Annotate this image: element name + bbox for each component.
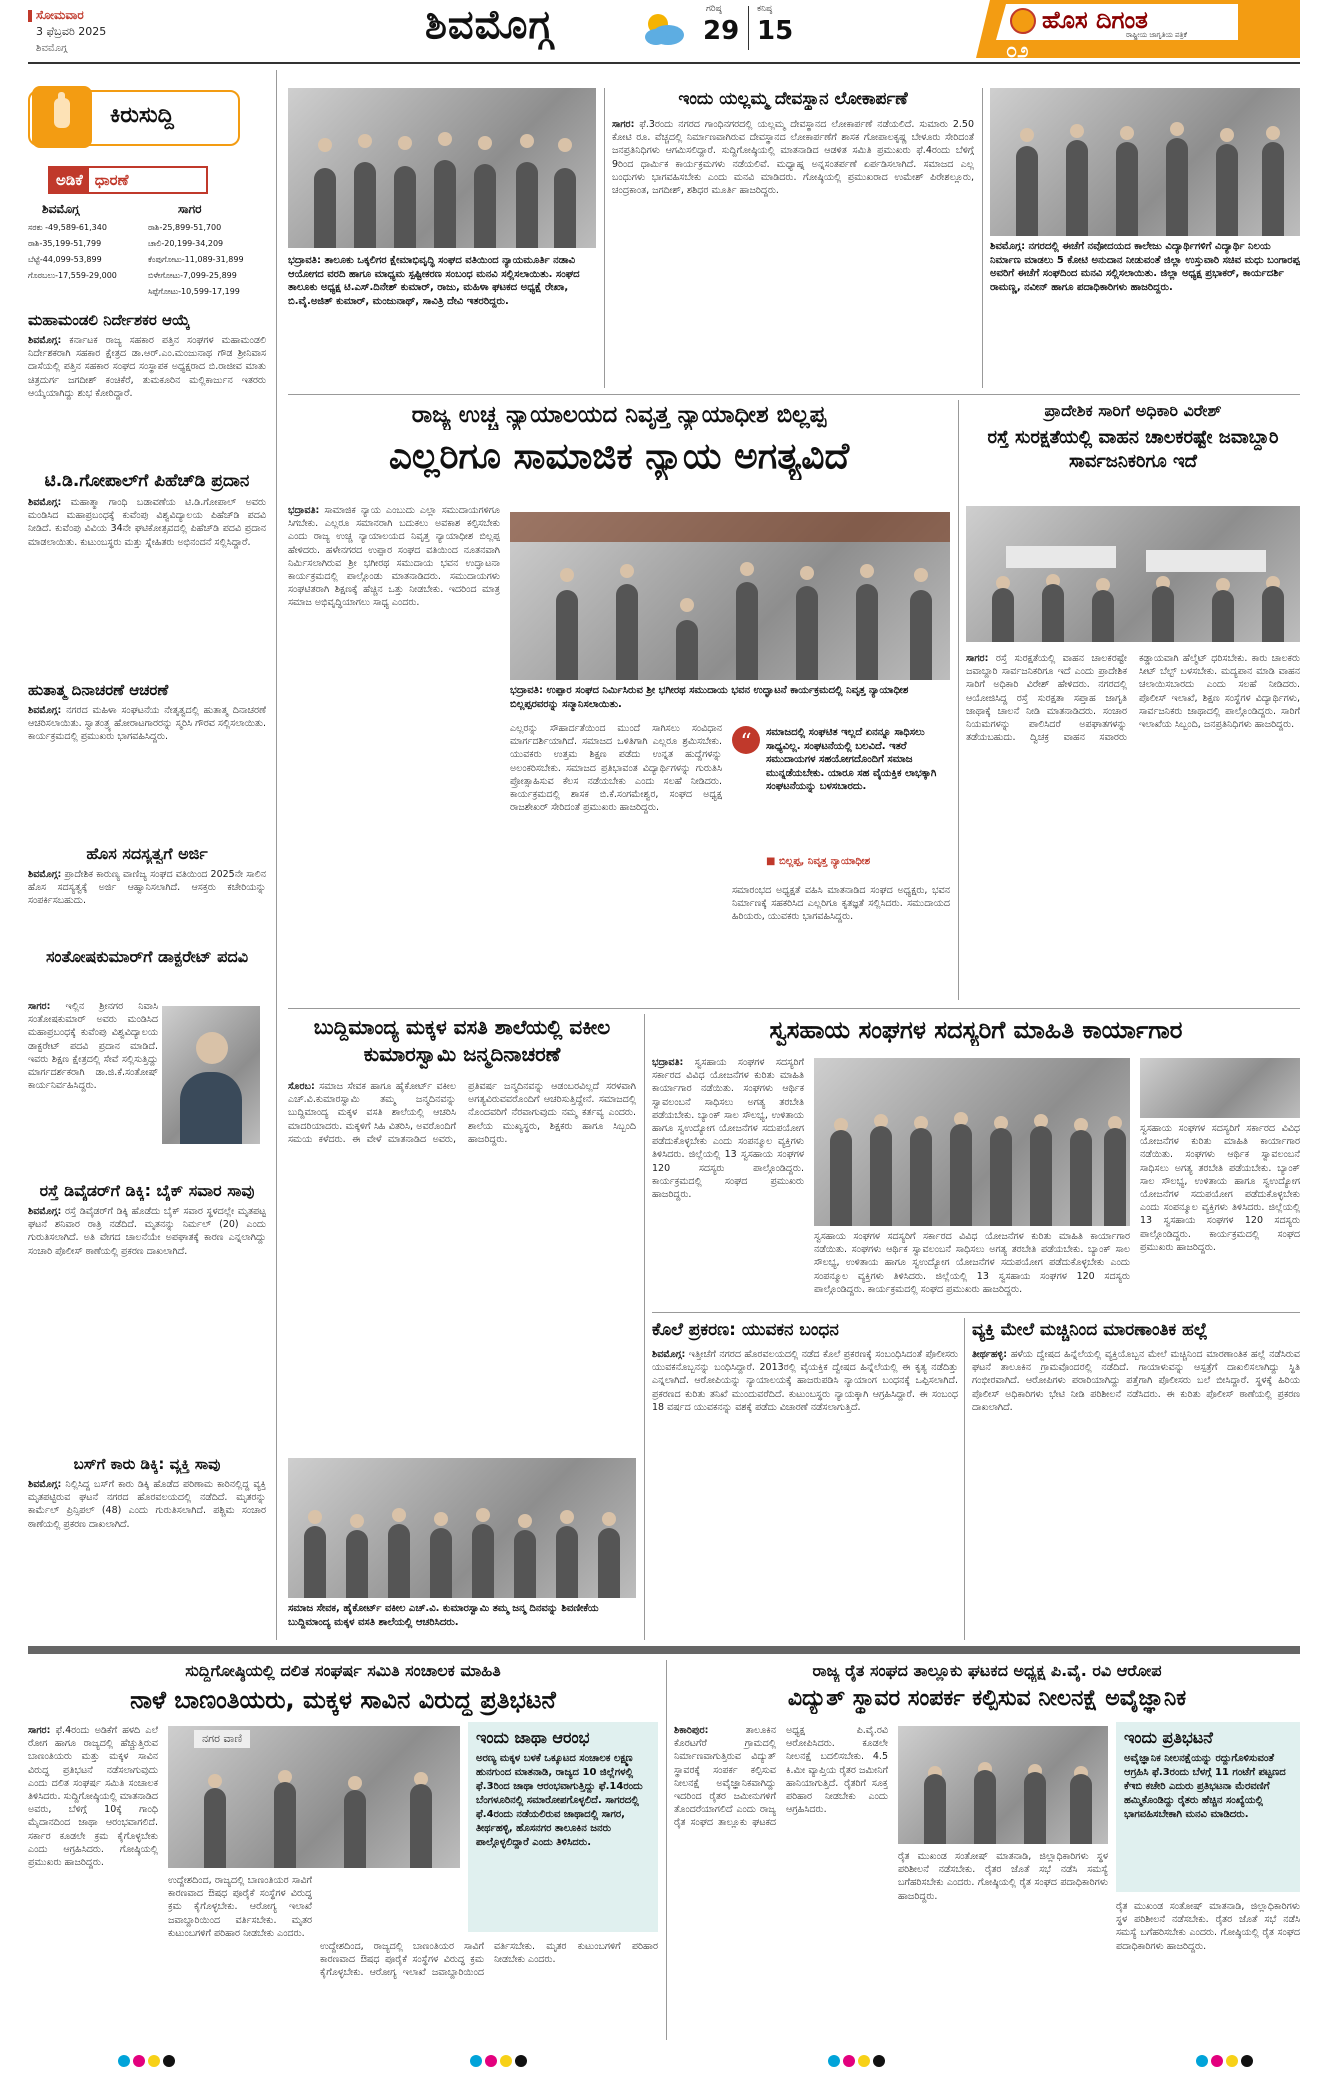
masthead-title: ಶಿವಮೊಗ್ಗ xyxy=(425,2,554,48)
brief-body: ಮಹಾತ್ಮಾ ಗಾಂಧಿ ಬಡಾವಣೆಯ ಟಿ.ಡಿ.ಗೋಪಾಲ್ ಅವರು ಮಂಡಿಸಿದ ಮಹಾಪ್ರಬಂಧಕ್ಕೆ ಕುವೆಂಪು ವಿಶ್ವವಿದ್ಯಾಲಯ ಪಿಹೆಚ್‌ಡಿ ಪದವಿ ನೀಡಿದೆ. ಕುವೆಂಪು ವಿವಿಯ 34ನೇ ಘಟಿಕೋತ್ಸವದಲ್ಲಿ ಪಿಹೆಚ್‌ಡಿ ಪದವಿ ಪ್ರದಾನ ಮಾಡಲಾಯಿತು. ಕುಟುಂಬಸ್ಥರು ಮತ್ತು ಸ್ನೇಹಿತರು ಅಭಿನಂದನೆ ಸಲ್ಲಿಸಿದ್ದಾರೆ. xyxy=(28,497,266,548)
assault-story xyxy=(972,1318,1300,1640)
lead-body-2: ಎಲ್ಲರನ್ನು ಸೌಹಾರ್ದತೆಯಿಂದ ಮುಂದೆ ಸಾಗಿಸಲು ಸಂವಿಧಾನ ಮಾರ್ಗದರ್ಶಿಯಾಗಿದೆ. ಸಮಾಜದ ಒಳಿತಿಗಾಗಿ ಎಲ್ಲರೂ ಶ್ರಮಿಸಬೇಕು. ಯುವಕರು ಉತ್ತಮ ಶಿಕ್ಷಣ ಪಡೆದು ಉನ್ನತ ಹುದ್ದೆಗಳನ್ನು ಅಲಂಕರಿಸಬೇಕು. ಸಮಾಜದ ಪ್ರತಿಭಾವಂತ ವಿದ್ಯಾರ್ಥಿಗಳನ್ನು ಗುರುತಿಸಿ ಪ್ರೋತ್ಸಾಹಿಸುವ ಕೆಲಸ ನಡೆಯಬೇಕು ಎಂದು ಸಲಹೆ ನೀಡಿದರು. ಕಾರ್ಯಕ್ರಮದಲ್ಲಿ ಶಾಸಕ ಬಿ.ಕೆ.ಸಂಗಮೇಶ್ವರ, ಸಂಘದ ಅಧ್ಯಕ್ಷ ರಾಜಶೇಖರ್ ಸೇರಿದಂತೆ ಪ್ರಮುಖರು ಹಾಜರಿದ್ದರು. xyxy=(510,723,722,814)
temp-min-label: ಕನಿಷ್ಠ xyxy=(757,4,773,14)
brief-byline: ಸಾಗರ: xyxy=(28,1001,51,1012)
murder-byline: ಶಿವಮೊಗ್ಗ: xyxy=(652,1349,686,1360)
rate-right-1: ರಾಶಿ-25,899-51,700 xyxy=(148,223,222,232)
brief-body: ಇಲ್ಲಿನ ಶ್ರೀನಗರ ನಿವಾಸಿ ಸಂತೋಷಕುಮಾರ್ ಅವರು ಮಂಡಿಸಿದ ಮಹಾಪ್ರಬಂಧಕ್ಕೆ ಕುವೆಂಪು ವಿಶ್ವವಿದ್ಯಾಲಯ ಡಾಕ್ಟರೇಟ್ ಪದವಿ ಪ್ರದಾನ ಮಾಡಿದೆ. ಇವರು ಶಿಕ್ಷಣ ಕ್ಷೇತ್ರದಲ್ಲಿ ಸೇವೆ ಸಲ್ಲಿಸುತ್ತಿದ್ದು ಮಾರ್ಗದರ್ಶಕರಾಗಿ ಡಾ.ಜಿ.ಕೆ.ಸಂತೋಷ್ ಕಾರ್ಯನಿರ್ವಹಿಸಿದ್ದರು. xyxy=(28,1001,158,1092)
children-photo xyxy=(288,1458,636,1598)
jatha-box xyxy=(468,1722,658,1932)
bl-body-2: ಉದ್ದೇಶದಿಂದ, ರಾಜ್ಯದಲ್ಲಿ ಬಾಣಂತಿಯರ ಸಾವಿಗೆ ಕಾರಣವಾದ ಔಷಧ ಪೂರೈಕೆ ಸಂಸ್ಥೆಗಳ ವಿರುದ್ಧ ಕ್ರಮ ಕೈಗೊಳ್ಳಬೇಕು. ಆರೋಗ್ಯ ಇಲಾಖೆ ಜವಾಬ್ದಾರಿಯಿಂದ ವರ್ತಿಸಬೇಕು. ಮೃತರ ಕುಟುಂಬಗಳಿಗೆ ಪರಿಹಾರ ನೀಡಬೇಕು ಎಂದರು. xyxy=(168,1875,312,1939)
br-body: ತಾಲೂಕಿನ ಕೊರಟಗೆರೆ ಗ್ರಾಮದಲ್ಲಿ ನಿರ್ಮಾಣವಾಗುತ್ತಿರುವ ವಿದ್ಯುತ್ ಸ್ಥಾವರಕ್ಕೆ ಸಂಪರ್ಕ ಕಲ್ಪಿಸುವ ನೀಲನಕ್ಷೆ ಅವೈಜ್ಞಾನಿಕವಾಗಿದ್ದು ಇದರಿಂದ ರೈತರ ಜಮೀನುಗಳಿಗೆ ತೊಂದರೆಯಾಗಲಿದೆ ಎಂದು ರಾಜ್ಯ ರೈತ ಸಂಘದ ತಾಲ್ಲೂಕು ಘಟಕದ ಅಧ್ಯಕ್ಷ ಪಿ.ವೈ.ರವಿ ಆರೋಪಿಸಿದರು. ಕೂಡಲೇ ನೀಲನಕ್ಷೆ ಬದಲಿಸಬೇಕು. 4.5 ಕಿ.ಮೀ ವ್ಯಾಪ್ತಿಯ ರೈತರ ಜಮೀನಿಗೆ ಹಾನಿಯಾಗುತ್ತಿದೆ. ರೈತರಿಗೆ ಸೂಕ್ತ ಪರಿಹಾರ ನೀಡಬೇಕು ಎಂದು ಆಗ್ರಹಿಸಿದರು. xyxy=(674,1725,888,1829)
protest-box xyxy=(1116,1722,1300,1892)
road-safety-story xyxy=(966,400,1300,1000)
school-story xyxy=(288,1014,636,1640)
bottom-right-story xyxy=(674,1660,1300,2040)
school-photo-caption: ಸಮಾಜ ಸೇವಕ, ಹೈಕೋರ್ಟ್ ವಕೀಲ ಎಚ್.ವಿ. ಕುಮಾರಸ್ವಾಮಿ ತಮ್ಮ ಜನ್ಮ ದಿನವನ್ನು ಶಿವಣೀಕೆಯ ಬುದ್ದಿಮಾಂದ್ಯ ಮಕ್ಕಳ ವಸತಿ ಶಾಲೆಯಲ್ಲಿ ಆಚರಿಸಿದರು. xyxy=(288,1603,599,1628)
br-byline: ಶಿಕಾರಿಪುರ: xyxy=(674,1725,709,1736)
temp-min: 15 xyxy=(757,16,794,46)
shg-body-cont: ಸ್ವಸಹಾಯ ಸಂಘಗಳ ಸದಸ್ಯರಿಗೆ ಸರ್ಕಾರದ ವಿವಿಧ ಯೋಜನೆಗಳ ಕುರಿತು ಮಾಹಿತಿ ಕಾರ್ಯಾಗಾರ ನಡೆಯಿತು. ಸಂಘಗಳು ಆರ್ಥಿಕ ಸ್ವಾವಲಂಬನೆ ಸಾಧಿಸಲು ಅಗತ್ಯ ತರಬೇತಿ ಪಡೆಯಬೇಕು. ಬ್ಯಾಂಕ್ ಸಾಲ ಸೌಲಭ್ಯ, ಉಳಿತಾಯ ಹಾಗೂ ಸ್ವಉದ್ಯೋಗ ಯೋಜನೆಗಳ ಸದುಪಯೋಗ ಪಡೆದುಕೊಳ್ಳಬೇಕು ಎಂದು ಸಂಪನ್ಮೂಲ ವ್ಯಕ್ತಿಗಳು ತಿಳಿಸಿದರು. ಜಿಲ್ಲೆಯಲ್ಲಿ 13 ಸ್ವಸಹಾಯ ಸಂಘಗಳ 120 ಸದಸ್ಯರು ಪಾಲ್ಗೊಂಡಿದ್ದರು. ಕಾರ್ಯಕ್ರಮದಲ್ಲಿ ಸಂಘದ ಪ್ರಮುಖರು ಹಾಜರಿದ್ದರು. xyxy=(814,1231,1130,1295)
rally-photo xyxy=(966,506,1300,642)
bl-body: ಫೆ.4ರಂದು ಅಡಿಕೆಗೆ ಹಳದಿ ಎಲೆ ರೋಗ ಹಾಗೂ ರಾಜ್ಯದಲ್ಲಿ ಹೆಚ್ಚುತ್ತಿರುವ ಬಾಣಂತಿಯರು ಮತ್ತು ಮಕ್ಕಳ ಸಾವಿನ ವಿರುದ್ಧ ಪ್ರತಿಭಟನೆ ನಡೆಸಲಾಗುವುದು ಎಂದು ದಲಿತ ಸಂಘರ್ಷ ಸಮಿತಿ ಸಂಚಾಲಕ ತಿಳಿಸಿದರು. ಸುದ್ದಿಗೋಷ್ಠಿಯಲ್ಲಿ ಮಾತನಾಡಿದ ಅವರು, ಬೆಳಿಗ್ಗೆ 10ಕ್ಕೆ ಗಾಂಧಿ ಮೈದಾನದಿಂದ ಜಾಥಾ ಆರಂಭವಾಗಲಿದೆ. ಸರ್ಕಾರ ಕೂಡಲೇ ಕ್ರಮ ಕೈಗೊಳ್ಳಬೇಕು ಎಂದು ಆಗ್ರಹಿಸಿದರು. ಗೋಷ್ಠಿಯಲ್ಲಿ ಪ್ರಮುಖರು ಹಾಜರಿದ್ದರು. xyxy=(28,1725,158,1869)
lead-body-3: ಸಮಾರಂಭದ ಅಧ್ಯಕ್ಷತೆ ವಹಿಸಿ ಮಾತನಾಡಿದ ಸಂಘದ ಅಧ್ಯಕ್ಷರು, ಭವನ ನಿರ್ಮಾಣಕ್ಕೆ ಸಹಕರಿಸಿದ ಎಲ್ಲರಿಗೂ ಕೃತಜ್ಞತೆ ಸಲ್ಲಿಸಿದರು. ಸಮುದಾಯದ ಹಿರಿಯರು, ಯುವಕರು ಭಾಗವಹಿಸಿದ್ದರು. xyxy=(732,885,950,923)
adike-title-b: ಧಾರಣೆ xyxy=(94,171,129,189)
brief-3 xyxy=(28,680,266,844)
registration-mark xyxy=(470,2055,530,2069)
jatha-box-title: ಇಂದು ಜಾಥಾ ಆರಂಭ xyxy=(476,1728,590,1747)
adike-title-a: ಅಡಿಕೆ xyxy=(50,168,89,192)
rate-right-2: ಚಾಲಿ-20,199-34,209 xyxy=(148,239,224,248)
market-left: ಶಿವಮೊಗ್ಗ xyxy=(42,202,80,216)
registration-mark xyxy=(118,2055,178,2069)
shg-story xyxy=(652,1014,1300,1308)
weather-icon xyxy=(640,8,686,48)
road-headline: ರಸ್ತೆ ಸುರಕ್ಷತೆಯಲ್ಲಿ ವಾಹನ ಚಾಲಕರಷ್ಟೇ ಜವಾಬ್ದಾರಿ ಸಾರ್ವಜನಿಕರಿಗೂ ಇದೆ xyxy=(987,427,1279,472)
story-headline: ಇಂದು ಯಲ್ಲಮ್ಮ ದೇವಸ್ಥಾನ ಲೋಕಾರ್ಪಣೆ xyxy=(678,89,908,109)
brief-byline: ಶಿವಮೊಗ್ಗ: xyxy=(28,1479,62,1490)
top-photo-right xyxy=(990,88,1300,388)
brief-body: ನಗರದ ಮಹಿಳಾ ಸಂಘಟನೆಯ ನೇತೃತ್ವದಲ್ಲಿ ಹುತಾತ್ಮ ದಿನಾಚರಣೆ ಆಚರಿಸಲಾಯಿತು. ಸ್ವಾತಂತ್ರ್ಯ ಹೋರಾಟಗಾರರನ್ನು ಸ್ಮರಿಸಿ ಗೌರವ ಸಲ್ಲಿಸಲಾಯಿತು. ಕಾರ್ಯಕ್ರಮದಲ್ಲಿ ಪ್ರಮುಖರು ಭಾಗವಹಿಸಿದ್ದರು. xyxy=(28,705,266,743)
group-photo xyxy=(990,88,1300,236)
left-column xyxy=(28,70,266,1640)
quote-author: ಬಿಲ್ಲಪ್ಪ, ನಿವೃತ್ತ ನ್ಯಾಯಾಧೀಶ xyxy=(778,856,871,867)
bottom-left-story xyxy=(28,1660,658,2040)
brief-1 xyxy=(28,310,266,464)
shg-photo xyxy=(814,1058,1130,1226)
lead-photo xyxy=(510,512,950,680)
brief-byline: ಶಿವಮೊಗ್ಗ: xyxy=(28,497,62,508)
market-right: ಸಾಗರ xyxy=(178,202,202,216)
temp-max: 29 xyxy=(703,16,740,46)
assault-body: ಹಳೆಯ ದ್ವೇಷದ ಹಿನ್ನೆಲೆಯಲ್ಲಿ ವ್ಯಕ್ತಿಯೊಬ್ಬನ ಮೇಲೆ ಮಚ್ಚಿನಿಂದ ಮಾರಣಾಂತಿಕ ಹಲ್ಲೆ ನಡೆಸಿರುವ ಘಟನೆ ತಾಲೂಕಿನ ಗ್ರಾಮವೊಂದರಲ್ಲಿ ನಡೆದಿದೆ. ಗಾಯಾಳುವನ್ನು ಆಸ್ಪತ್ರೆಗೆ ದಾಖಲಿಸಲಾಗಿದ್ದು ಸ್ಥಿತಿ ಗಂಭೀರವಾಗಿದೆ. ಆರೋಪಿಗಳು ಪರಾರಿಯಾಗಿದ್ದು ಪತ್ತೆಗಾಗಿ ಪೊಲೀಸರು ಬಲೆ ಬೀಸಿದ್ದಾರೆ. ಸ್ಥಳಕ್ಕೆ ಹಿರಿಯ ಪೊಲೀಸ್ ಅಧಿಕಾರಿಗಳು ಭೇಟಿ ನೀಡಿ ಪರಿಶೀಲನೆ ನಡೆಸಿದರು. ಈ ಕುರಿತು ಪೊಲೀಸ್ ಠಾಣೆಯಲ್ಲಿ ಪ್ರಕರಣ ದಾಖಲಾಗಿದೆ. xyxy=(972,1349,1300,1413)
brief-headline: ರಸ್ತೆ ಡಿವೈಡರ್‌ಗೆ ಡಿಕ್ಕಿ: ಬೈಕ್ ಸವಾರ ಸಾವು xyxy=(39,1181,255,1200)
rate-left-3: ಬೆಟ್ಟೆ-44,099-53,899 xyxy=(28,255,102,264)
hand-icon xyxy=(32,86,92,148)
road-byline: ಸಾಗರ: xyxy=(966,653,989,664)
group-photo xyxy=(288,88,596,248)
lead-byline: ಭದ್ರಾವತಿ: xyxy=(288,505,320,516)
registration-mark xyxy=(828,2055,888,2069)
shg-body: ಸ್ವಸಹಾಯ ಸಂಘಗಳ ಸದಸ್ಯರಿಗೆ ಸರ್ಕಾರದ ವಿವಿಧ ಯೋಜನೆಗಳ ಕುರಿತು ಮಾಹಿತಿ ಕಾರ್ಯಾಗಾರ ನಡೆಯಿತು. ಸಂಘಗಳು ಆರ್ಥಿಕ ಸ್ವಾವಲಂಬನೆ ಸಾಧಿಸಲು ಅಗತ್ಯ ತರಬೇತಿ ಪಡೆಯಬೇಕು. ಬ್ಯಾಂಕ್ ಸಾಲ ಸೌಲಭ್ಯ, ಉಳಿತಾಯ ಹಾಗೂ ಸ್ವಉದ್ಯೋಗ ಯೋಜನೆಗಳ ಸದುಪಯೋಗ ಪಡೆದುಕೊಳ್ಳಬೇಕು ಎಂದು ಸಂಪನ್ಮೂಲ ವ್ಯಕ್ತಿಗಳು ತಿಳಿಸಿದರು. ಜಿಲ್ಲೆಯಲ್ಲಿ 13 ಸ್ವಸಹಾಯ ಸಂಘಗಳ 120 ಸದಸ್ಯರು ಪಾಲ್ಗೊಂಡಿದ್ದರು. ಕಾರ್ಯಕ್ರಮದಲ್ಲಿ ಸಂಘದ ಪ್ರಮುಖರು ಹಾಜರಿದ್ದರು. xyxy=(652,1057,804,1201)
brief-body: ಪ್ರಾದೇಶಿಕ ಕಾರುಣ್ಯ ವಾಣಿಜ್ಯ ಸಂಘದ ವತಿಯಿಂದ 2025ನೇ ಸಾಲಿನ ಹೊಸ ಸದಸ್ಯತ್ವಕ್ಕೆ ಅರ್ಜಿ ಆಹ್ವಾನಿಸಲಾಗಿದೆ. ಆಸಕ್ತರು ಕಚೇರಿಯನ್ನು ಸಂಪರ್ಕಿಸಬಹುದು. xyxy=(28,869,266,907)
lead-body-1: ಸಾಮಾಜಿಕ ನ್ಯಾಯ ಎಂಬುದು ಎಲ್ಲಾ ಸಮುದಾಯಗಳಿಗೂ ಸಿಗಬೇಕು. ಎಲ್ಲರೂ ಸಮಾನರಾಗಿ ಬದುಕಲು ಅವಕಾಶ ಕಲ್ಪಿಸಬೇಕು ಎಂದು ರಾಜ್ಯ ಉಚ್ಚ ನ್ಯಾಯಾಲಯದ ನಿವೃತ್ತ ನ್ಯಾಯಾಧೀಶ ಬಿಲ್ಲಪ್ಪ ಹೇಳಿದರು. ಹಳೇನಗರದ ಉಪ್ಪಾರ ಸಂಘದ ವತಿಯಿಂದ ನೂತನವಾಗಿ ನಿರ್ಮಿಸಲಾಗಿರುವ ಶ್ರೀ ಭಗೀರಥ ಸಮುದಾಯ ಭವನ ಉದ್ಘಾಟನಾ ಕಾರ್ಯಕ್ರಮದಲ್ಲಿ ಪಾಲ್ಗೊಂಡು ಮಾತನಾಡಿದರು. ಸಮುದಾಯಗಳು ಸಂಘಟಿತರಾಗಿ ಶಿಕ್ಷಣಕ್ಕೆ ಹೆಚ್ಚಿನ ಒತ್ತು ನೀಡಬೇಕು. ಇದರಿಂದ ಮಾತ್ರ ಸಮಾಜ ಅಭಿವೃದ್ಧಿಯಾಗಲು ಸಾಧ್ಯ ಎಂದರು. xyxy=(288,505,500,609)
brief-5 xyxy=(28,946,266,1092)
paper-logo-icon xyxy=(1010,8,1036,34)
masthead-date: 3 ಫೆಬ್ರವರಿ 2025 xyxy=(36,25,107,38)
br-headline: ವಿದ್ಯುತ್ ಸ್ಥಾವರ ಸಂಪರ್ಕ ಕಲ್ಪಿಸುವ ನೀಲನಕ್ಷೆ ಅವೈಜ್ಞಾನಿಕ xyxy=(787,1686,1187,1711)
bl-byline: ಸಾಗರ: xyxy=(28,1725,51,1736)
jatha-box-body: ಅರಣ್ಯ ಮಕ್ಕಳ ಬಳಕೆ ಒಕ್ಕೂಟದ ಸಂಚಾಲಕ ಲಕ್ಷ್ಮಣ ಹುನಗುಂದ ಮಾತನಾಡಿ, ರಾಜ್ಯದ 10 ಜಿಲ್ಲೆಗಳಲ್ಲಿ ಫೆ.3ರಿಂದ ಜಾಥಾ ಆರಂಭವಾಗುತ್ತಿದ್ದು ಫೆ.14ರಂದು ಬೆಂಗಳೂರಿನಲ್ಲಿ ಸಮಾರೋಪಗೊಳ್ಳಲಿದೆ. ಸಾಗರದಲ್ಲಿ ಫೆ.4ರಂದು ನಡೆಯಲಿರುವ ಜಾಥಾದಲ್ಲಿ ಸಾಗರ, ತೀರ್ಥಹಳ್ಳಿ, ಹೊಸನಗರ ತಾಲೂಕಿನ ಜನರು ಪಾಲ್ಗೊಳ್ಳಲಿದ್ದಾರೆ ಎಂದು ತಿಳಿಸಿದರು. xyxy=(476,1753,643,1848)
murder-headline: ಕೊಲೆ ಪ್ರಕರಣ: ಯುವಕನ ಬಂಧನ xyxy=(652,1320,839,1340)
br-kicker: ರಾಜ್ಯ ರೈತ ಸಂಘದ ತಾಲ್ಲೂಕು ಘಟಕದ ಅಧ್ಯಕ್ಷ ಪಿ.ವೈ. ರವಿ ಆರೋಪ xyxy=(812,1661,1162,1680)
shg-byline: ಭದ್ರಾವತಿ: xyxy=(652,1057,684,1068)
brief-headline: ಟಿ.ಡಿ.ಗೋಪಾಲ್‌ಗೆ ಪಿಹೆಚ್‌ಡಿ ಪ್ರದಾನ xyxy=(44,471,250,491)
quote-icon: “ xyxy=(732,726,760,754)
top-photo-left xyxy=(288,88,596,388)
brief-4 xyxy=(28,844,266,938)
shg-photo-side xyxy=(1140,1058,1300,1118)
br-body-2: ರೈತ ಮುಖಂಡ ಸಂತೋಷ್ ಮಾತನಾಡಿ, ಜಿಲ್ಲಾಧಿಕಾರಿಗಳು ಸ್ಥಳ ಪರಿಶೀಲನೆ ನಡೆಸಬೇಕು. ರೈತರ ಜೊತೆ ಸಭೆ ನಡೆಸಿ ಸಮಸ್ಯೆ ಬಗೆಹರಿಸಬೇಕು ಎಂದರು. ಗೋಷ್ಠಿಯಲ್ಲಿ ರೈತ ಸಂಘದ ಪದಾಧಿಕಾರಿಗಳು ಹಾಜರಿದ್ದರು. xyxy=(898,1851,1108,1902)
lead-headline: ಎಲ್ಲರಿಗೂ ಸಾಮಾಜಿಕ ನ್ಯಾಯ ಅಗತ್ಯವಿದೆ xyxy=(388,436,850,477)
kirusuddi-label: ಕಿರುಸುದ್ದಿ xyxy=(110,103,174,128)
brief-byline: ಶಿವಮೊಗ್ಗ: xyxy=(28,869,62,880)
registration-mark xyxy=(1196,2055,1256,2069)
brief-headline: ಬಸ್‌ಗೆ ಕಾರು ಡಿಕ್ಕಿ: ವ್ಯಕ್ತಿ ಸಾವು xyxy=(73,1455,221,1473)
paper-brand xyxy=(976,0,1300,62)
press-meet-photo xyxy=(898,1726,1108,1844)
masthead xyxy=(0,0,1330,62)
bl-kicker: ಸುದ್ದಿಗೋಷ್ಠಿಯಲ್ಲಿ ದಲಿತ ಸಂಘರ್ಷ ಸಮಿತಿ ಸಂಚಾಲಕ ಮಾಹಿತಿ xyxy=(185,1661,501,1680)
protest-photo xyxy=(168,1726,460,1868)
rate-right-5: ಸಿಪ್ಪೆಗೋಟು-10,599-17,199 xyxy=(148,287,240,296)
brief-6 xyxy=(28,1180,266,1365)
school-byline: ಸೊರಬ: xyxy=(288,1081,315,1092)
paper-name: ಹೊಸ ದಿಗಂತ xyxy=(1042,6,1148,34)
br-body-3: ರೈತ ಮುಖಂಡ ಸಂತೋಷ್ ಮಾತನಾಡಿ, ಜಿಲ್ಲಾಧಿಕಾರಿಗಳು ಸ್ಥಳ ಪರಿಶೀಲನೆ ನಡೆಸಬೇಕು. ರೈತರ ಜೊತೆ ಸಭೆ ನಡೆಸಿ ಸಮಸ್ಯೆ ಬಗೆಹರಿಸಬೇಕು ಎಂದರು. ಗೋಷ್ಠಿಯಲ್ಲಿ ರೈತ ಸಂಘದ ಪದಾಧಿಕಾರಿಗಳು ಹಾಜರಿದ್ದರು. xyxy=(1116,1901,1300,1952)
story-body: ಫೆ.3ರಂದು ನಗರದ ಗಾಂಧಿನಗರದಲ್ಲಿ ಯಲ್ಲಮ್ಮ ದೇವಸ್ಥಾನದ ಲೋಕಾರ್ಪಣೆ ನಡೆಯಲಿದೆ. ಸುಮಾರು 2.50 ಕೋಟಿ ರೂ. ವೆಚ್ಚದಲ್ಲಿ ನಿರ್ಮಾಣವಾಗಿರುವ ದೇವಸ್ಥಾನದ ಲೋಕಾರ್ಪಣೆಗೆ ಶಾಸಕ ಗೋಪಾಲಕೃಷ್ಣ ಬೇಳೂರು ಸೇರಿದಂತೆ ಜನಪ್ರತಿನಿಧಿಗಳು ಆಗಮಿಸಲಿದ್ದಾರೆ. ಸುದ್ದಿಗೋಷ್ಠಿಯಲ್ಲಿ ಮಾತನಾಡಿದ ಆಡಳಿತ ಸಮಿತಿ ಪ್ರಮುಖರು ಫೆ.4ರಂದು ಬೆಳಿಗ್ಗೆ 9ರಿಂದ ಧಾರ್ಮಿಕ ಕಾರ್ಯಕ್ರಮಗಳು ನಡೆಯಲಿವೆ. ಮಧ್ಯಾಹ್ನ ಅನ್ನಸಂತರ್ಪಣೆ ಏರ್ಪಡಿಸಲಾಗಿದೆ. ಸಮಾಜದ ಎಲ್ಲ ಬಂಧುಗಳು ಭಾಗವಹಿಸಬೇಕು ಎಂದು ಮನವಿ ಮಾಡಿದರು. ಗೋಷ್ಠಿಯಲ್ಲಿ ಪ್ರಮುಖರಾದ ಉಮೇಶ್ ಪಿರೇಶಲ್ಲೂರು, ಚಂದ್ರಕಾಂತ, ಜಗದೀಶ್, ಶಶಿಧರ ಮೂರ್ತಿ ಹಾಜರಿದ್ದರು. xyxy=(612,119,974,197)
portrait-photo xyxy=(162,1006,260,1144)
lead-photo-caption: ಭದ್ರಾವತಿ: ಉಪ್ಪಾರ ಸಂಘದ ನಿರ್ಮಿಸಿರುವ ಶ್ರೀ ಭಗೀರಥ ಸಮುದಾಯ ಭವನ ಉದ್ಘಾಟನೆ ಕಾರ್ಯಕ್ರಮದಲ್ಲಿ ನಿವೃತ್ತ ನ್ಯಾಯಾಧೀಶ ಬಿಲ್ಲಪ್ಪರವರನ್ನು ಸನ್ಮಾನಿಸಲಾಯಿತು. xyxy=(510,685,909,710)
quote-text: ಸಮಾಜದಲ್ಲಿ ಸಂಘಟಿತ ಇಲ್ಲದೆ ಏನನ್ನೂ ಸಾಧಿಸಲು ಸಾಧ್ಯವಿಲ್ಲ. ಸಂಘಟನೆಯಲ್ಲಿ ಬಲವಿದೆ. ಇತರೆ ಸಮುದಾಯಗಳ ಸಹಯೋಗದೊಂದಿಗೆ ಸಮಾಜ ಮುನ್ನಡೆಯಬೇಕು. ಯಾರೂ ಸಹ ವೈಯಕ್ತಿಕ ಲಾಭಕ್ಕಾಗಿ ಸಂಘಟನೆಯನ್ನು ಬಳಸಬಾರದು. xyxy=(766,727,937,792)
brief-2 xyxy=(28,470,266,646)
murder-story xyxy=(652,1318,958,1640)
brief-body: ರಸ್ತೆ ಡಿವೈಡರ್‌ಗೆ ಡಿಕ್ಕಿ ಹೊಡೆದು ಬೈಕ್ ಸವಾರ ಸ್ಥಳದಲ್ಲೇ ಮೃತಪಟ್ಟ ಘಟನೆ ಶನಿವಾರ ರಾತ್ರಿ ನಡೆದಿದೆ. ಮೃತನನ್ನು ನಿರ್ಮಲ್ (20) ಎಂದು ಗುರುತಿಸಲಾಗಿದೆ. ಅತಿ ವೇಗದ ಚಾಲನೆಯೇ ಅಪಘಾತಕ್ಕೆ ಕಾರಣ ಎನ್ನಲಾಗಿದ್ದು ಸಂಚಾರಿ ಪೊಲೀಸ್ ಠಾಣೆಯಲ್ಲಿ ಪ್ರಕರಣ ದಾಖಲಾಗಿದೆ. xyxy=(28,1206,266,1257)
bl-body-3: ಉದ್ದೇಶದಿಂದ, ರಾಜ್ಯದಲ್ಲಿ ಬಾಣಂತಿಯರ ಸಾವಿಗೆ ಕಾರಣವಾದ ಔಷಧ ಪೂರೈಕೆ ಸಂಸ್ಥೆಗಳ ವಿರುದ್ಧ ಕ್ರಮ ಕೈಗೊಳ್ಳಬೇಕು. ಆರೋಗ್ಯ ಇಲಾಖೆ ಜವಾಬ್ದಾರಿಯಿಂದ ವರ್ತಿಸಬೇಕು. ಮೃತರ ಕುಟುಂಬಗಳಿಗೆ ಪರಿಹಾರ ನೀಡಬೇಕು ಎಂದರು. xyxy=(320,1941,658,1979)
temple-story xyxy=(612,88,974,388)
lead-story xyxy=(288,400,950,1000)
story-byline: ಸಾಗರ: xyxy=(612,119,635,130)
school-headline: ಬುದ್ದಿಮಾಂದ್ಯ ಮಕ್ಕಳ ವಸತಿ ಶಾಲೆಯಲ್ಲಿ ವಕೀಲ ಕುಮಾರಸ್ವಾಮಿ ಜನ್ಮದಿನಾಚರಣೆ xyxy=(313,1015,611,1066)
rate-left-2: ರಾಶಿ-35,199-51,799 xyxy=(28,239,102,248)
brief-byline: ಶಿವಮೊಗ್ಗ: xyxy=(28,705,62,716)
photo-caption: ಶಿವಮೊಗ್ಗ: ನಗರದಲ್ಲಿ ಈಚೆಗೆ ನವೋದಯದ ಕಾಲೇಜು ವಿದ್ಯಾರ್ಥಿಗಳಿಗೆ ವಿದ್ಯಾರ್ಥಿ ನಿಲಯ ನಿರ್ಮಾಣ ಮಾಡಲು 5 ಕೋಟಿ ಅನುದಾನ ನೀಡುವಂತೆ ಜಿಲ್ಲಾ ಉಸ್ತುವಾರಿ ಸಚಿವ ಮಧು ಬಂಗಾರಪ್ಪ ಅವರಿಗೆ ಈಚೆಗೆ ಸಂಘದಿಂದ ಮನವಿ ಸಲ್ಲಿಸಲಾಯಿತು. ಜಿಲ್ಲಾ ಅಧ್ಯಕ್ಷ ಪ್ರಭಾಕರ್, ಕಾರ್ಯದರ್ಶಿ ರಾಮಣ್ಣ, ನವೀನ್ ಹಾಗೂ ಪದಾಧಿಕಾರಿಗಳು ಹಾಜರಿದ್ದರು. xyxy=(990,241,1300,293)
rate-right-4: ಬಿಳೇಗೋಟು-7,099-25,899 xyxy=(148,271,237,280)
brief-headline: ಮಹಾಮಂಡಲಿ ನಿರ್ದೇಶಕರ ಆಯ್ಕೆ xyxy=(28,311,191,329)
protest-box-title: ಇಂದು ಪ್ರತಿಭಟನೆ xyxy=(1124,1728,1213,1747)
brief-headline: ಹುತಾತ್ಮ ದಿನಾಚರಣೆ ಆಚರಣೆ xyxy=(28,681,169,699)
photo-caption: ಭದ್ರಾವತಿ: ತಾಲೂಕು ಒಕ್ಕಲಿಗರ ಕ್ಷೇಮಾಭಿವೃದ್ಧಿ ಸಂಘದ ವತಿಯಿಂದ ನ್ಯಾಯಮೂರ್ತಿ ನಡಾವಿ ಆಯೋಗದ ವರದಿ ಹಾಗೂ ಮಾಧ್ಯಮ ಸ್ಪಷ್ಟೀಕರಣ ಸಂಬಂಧ ಮನವಿ ಸಲ್ಲಿಸಲಾಯಿತು. ಸಂಘದ ತಾಲೂಕು ಅಧ್ಯಕ್ಷ ಟಿ.ಎಸ್.ದಿನೇಶ್ ಕುಮಾರ್, ರಾಜು, ಮಹಿಳಾ ಘಟಕದ ಅಧ್ಯಕ್ಷೆ ರೇಖಾ, ಬಿ.ವೈ.ಅಜಿತ್ ಕುಮಾರ್, ಮಂಜುನಾಥ್, ಸಾವಿತ್ರಿ ದೇವಿ ಇತರರಿದ್ದರು. xyxy=(288,255,580,307)
masthead-day: ಸೋಮವಾರ xyxy=(36,8,84,22)
brief-byline: ಶಿವಮೊಗ್ಗ: xyxy=(28,1206,62,1217)
brief-body: ಕರ್ನಾಟಕ ರಾಜ್ಯ ಸಹಕಾರ ಪತ್ತಿನ ಸಂಘಗಳ ಮಹಾಮಂಡಲಿ ನಿರ್ದೇಶಕರಾಗಿ ಸಹಕಾರ ಕ್ಷೇತ್ರದ ಡಾ.ಆರ್.ಎಂ.ಮಂಜುನಾಥ ಗೌಡ ಶ್ರೀನಿವಾಸ ದಾಸೆಯಲ್ಲಿ ಪತ್ತಿನ ಸಹಕಾರ ಸಂಘದ ಸಂಸ್ಥಾಪಕ ಅಧ್ಯಕ್ಷರಾದ ಬಿ.ರಾಜೀವ ಮಾತು ಚಿತ್ರದುರ್ಗ ಜಗದೀಶ್ ಕಂಚಿಕೆರೆ, ತುಮಕೂರಿನ ಮಲ್ಲಿಕಾರ್ಜುನ ಇತರರು ಆಯ್ಕೆಯಾಗಿದ್ದು ಶುಭ ಕೋರಿದ್ದಾರೆ. xyxy=(28,335,266,399)
murder-body: ಇತ್ತೀಚೆಗೆ ನಗರದ ಹೊರವಲಯದಲ್ಲಿ ನಡೆದ ಕೊಲೆ ಪ್ರಕರಣಕ್ಕೆ ಸಂಬಂಧಿಸಿದಂತೆ ಪೊಲೀಸರು ಯುವಕನೊಬ್ಬನನ್ನು ಬಂಧಿಸಿದ್ದಾರೆ. 2013ರಲ್ಲಿ ವೈಯಕ್ತಿಕ ದ್ವೇಷದ ಹಿನ್ನೆಲೆಯಲ್ಲಿ ಈ ಕೃತ್ಯ ನಡೆದಿತ್ತು ಎನ್ನಲಾಗಿದೆ. ಆರೋಪಿಯನ್ನು ನ್ಯಾಯಾಲಯಕ್ಕೆ ಹಾಜರುಪಡಿಸಿ ನ್ಯಾಯಾಂಗ ಬಂಧನಕ್ಕೆ ಒಪ್ಪಿಸಲಾಗಿದೆ. ಪ್ರಕರಣದ ಕುರಿತು ತನಿಖೆ ಮುಂದುವರೆದಿದೆ. ಕುಟುಂಬಸ್ಥರು ನ್ಯಾಯಕ್ಕಾಗಿ ಆಗ್ರಹಿಸಿದ್ದಾರೆ. ಈ ಸಂಬಂಧ 18 ವರ್ಷದ ಯುವಕನನ್ನು ವಶಕ್ಕೆ ಪಡೆದು ವಿಚಾರಣೆ ನಡೆಸಲಾಗುತ್ತಿದೆ. xyxy=(652,1349,958,1413)
school-body: ಸಮಾಜ ಸೇವಕ ಹಾಗೂ ಹೈಕೋರ್ಟ್ ವಕೀಲ ಎಚ್.ವಿ.ಕುಮಾರಸ್ವಾಮಿ ತಮ್ಮ ಜನ್ಮದಿನವನ್ನು ಬುದ್ದಿಮಾಂದ್ಯ ಮಕ್ಕಳ ವಸತಿ ಶಾಲೆಯಲ್ಲಿ ಆಚರಿಸಿ ಮಾದರಿಯಾದರು. ಮಕ್ಕಳಿಗೆ ಸಿಹಿ ವಿತರಿಸಿ, ಅವರೊಂದಿಗೆ ಸಮಯ ಕಳೆದರು. ಈ ವೇಳೆ ಮಾತನಾಡಿದ ಅವರು, ಪ್ರತಿವರ್ಷ ಜನ್ಮದಿನವನ್ನು ಆಡಂಬರವಿಲ್ಲದೆ ಸರಳವಾಗಿ ಅಗತ್ಯವಿರುವವರೊಂದಿಗೆ ಆಚರಿಸುತ್ತಿದ್ದೇನೆ. ಸಮಾಜದಲ್ಲಿ ನೊಂದವರಿಗೆ ನೆರವಾಗುವುದು ನಮ್ಮ ಕರ್ತವ್ಯ ಎಂದರು. ಶಾಲೆಯ ಮುಖ್ಯಸ್ಥರು, ಶಿಕ್ಷಕರು ಹಾಗೂ ಸಿಬ್ಬಂದಿ ಹಾಜರಿದ್ದರು. xyxy=(288,1081,636,1145)
brief-7 xyxy=(28,1454,266,1628)
road-body: ರಸ್ತೆ ಸುರಕ್ಷತೆಯಲ್ಲಿ ವಾಹನ ಚಾಲಕರಷ್ಟೇ ಜವಾಬ್ದಾರಿ ಸಾರ್ವಜನಿಕರಿಗೂ ಇದೆ ಎಂದು ಪ್ರಾದೇಶಿಕ ಸಾರಿಗೆ ಅಧಿಕಾರಿ ವಿರೇಶ್ ಹೇಳಿದರು. ನಗರದಲ್ಲಿ ಆಯೋಜಿಸಿದ್ದ ರಸ್ತೆ ಸುರಕ್ಷತಾ ಸಪ್ತಾಹ ಜಾಗೃತಿ ಜಾಥಾಕ್ಕೆ ಚಾಲನೆ ನೀಡಿ ಮಾತನಾಡಿದರು. ಸಂಚಾರ ನಿಯಮಗಳನ್ನು ಪಾಲಿಸಿದರೆ ಅಪಘಾತಗಳನ್ನು ತಡೆಯಬಹುದು. ದ್ವಿಚಕ್ರ ವಾಹನ ಸವಾರರು ಕಡ್ಡಾಯವಾಗಿ ಹೆಲ್ಮೆಟ್ ಧರಿಸಬೇಕು. ಕಾರು ಚಾಲಕರು ಸೀಟ್ ಬೆಲ್ಟ್ ಬಳಸಬೇಕು. ಮದ್ಯಪಾನ ಮಾಡಿ ವಾಹನ ಚಲಾಯಿಸಬಾರದು ಎಂದು ಸಲಹೆ ನೀಡಿದರು. ಪೊಲೀಸ್ ಇಲಾಖೆ, ಶಿಕ್ಷಣ ಸಂಸ್ಥೆಗಳ ವಿದ್ಯಾರ್ಥಿಗಳು, ಸಾರ್ವಜನಿಕರು ಜಾಥಾದಲ್ಲಿ ಪಾಲ್ಗೊಂಡಿದ್ದರು. ಸಾರಿಗೆ ಇಲಾಖೆಯ ಸಿಬ್ಬಂದಿ, ಜನಪ್ರತಿನಿಧಿಗಳು ಹಾಜರಿದ್ದರು. xyxy=(966,653,1300,744)
photo-sign: ನಗರ ವಾಣಿ xyxy=(194,1730,250,1748)
shg-body-side: ಸ್ವಸಹಾಯ ಸಂಘಗಳ ಸದಸ್ಯರಿಗೆ ಸರ್ಕಾರದ ವಿವಿಧ ಯೋಜನೆಗಳ ಕುರಿತು ಮಾಹಿತಿ ಕಾರ್ಯಾಗಾರ ನಡೆಯಿತು. ಸಂಘಗಳು ಆರ್ಥಿಕ ಸ್ವಾವಲಂಬನೆ ಸಾಧಿಸಲು ಅಗತ್ಯ ತರಬೇತಿ ಪಡೆಯಬೇಕು. ಬ್ಯಾಂಕ್ ಸಾಲ ಸೌಲಭ್ಯ, ಉಳಿತಾಯ ಹಾಗೂ ಸ್ವಉದ್ಯೋಗ ಯೋಜನೆಗಳ ಸದುಪಯೋಗ ಪಡೆದುಕೊಳ್ಳಬೇಕು ಎಂದು ಸಂಪನ್ಮೂಲ ವ್ಯಕ್ತಿಗಳು ತಿಳಿಸಿದರು. ಜಿಲ್ಲೆಯಲ್ಲಿ 13 ಸ್ವಸಹಾಯ ಸಂಘಗಳ 120 ಸದಸ್ಯರು ಪಾಲ್ಗೊಂಡಿದ್ದರು. ಕಾರ್ಯಕ್ರಮದಲ್ಲಿ ಸಂಘದ ಪ್ರಮುಖರು ಹಾಜರಿದ್ದರು. xyxy=(1140,1123,1300,1253)
rate-left-4: ಗೊರಬಲು-17,559-29,000 xyxy=(28,271,117,280)
paper-tagline: ರಾಷ್ಟ್ರೀಯ ಜಾಗೃತಿಯ ಪತ್ರಿಕೆ xyxy=(1126,31,1187,39)
assault-headline: ವ್ಯಕ್ತಿ ಮೇಲೆ ಮಚ್ಚಿನಿಂದ ಮಾರಣಾಂತಿಕ ಹಲ್ಲೆ xyxy=(972,1320,1208,1340)
temp-max-label: ಗರಿಷ್ಠ xyxy=(706,4,722,14)
masthead-edition: ಶಿವಮೊಗ್ಗ xyxy=(36,43,68,54)
brief-headline: ಸಂತೋಷಕುಮಾರ್‌ಗೆ ಡಾಕ್ಟರೇಟ್ ಪದವಿ xyxy=(45,947,249,966)
protest-box-body: ಅವೈಜ್ಞಾನಿಕ ನೀಲನಕ್ಷೆಯನ್ನು ರದ್ದುಗೊಳಿಸುವಂತೆ ಆಗ್ರಹಿಸಿ ಫೆ.3ರಂದು ಬೆಳಗ್ಗೆ 11 ಗಂಟೆಗೆ ಪಟ್ಟಣದ ಕೆಇಬಿ ಕಚೇರಿ ಎದುರು ಪ್ರತಿಭಟನಾ ಮೆರವಣಿಗೆ ಹಮ್ಮಿಕೊಂಡಿದ್ದು ರೈತರು ಹೆಚ್ಚಿನ ಸಂಖ್ಯೆಯಲ್ಲಿ ಭಾಗವಹಿಸಬೇಕಾಗಿ ಮನವಿ ಮಾಡಿದರು. xyxy=(1124,1753,1286,1820)
page-number: ೦೨ xyxy=(1006,38,1029,62)
rate-left-1: ಸರಕು -49,589-61,340 xyxy=(28,223,107,232)
brief-headline: ಹೊಸ ಸದಸ್ಯತ್ವಗೆ ಅರ್ಜಿ xyxy=(86,844,208,863)
assault-byline: ತೀರ್ಥಹಳ್ಳಿ: xyxy=(972,1349,1007,1360)
brief-body: ನಿಲ್ಲಿಸಿದ್ದ ಬಸ್‌ಗೆ ಕಾರು ಡಿಕ್ಕಿ ಹೊಡೆದ ಪರಿಣಾಮ ಕಾರಿನಲ್ಲಿದ್ದ ವ್ಯಕ್ತಿ ಮೃತಪಟ್ಟಿರುವ ಘಟನೆ ನಗರದ ಹೊರವಲಯದಲ್ಲಿ ನಡೆದಿದೆ. ಮೃತರನ್ನು ಕಾರ್ಮೆಲ್ ಪ್ರಿನ್ಸಿಪಲ್ (48) ಎಂದು ಗುರುತಿಸಲಾಗಿದೆ. ಪಶ್ಚಿಮ ಸಂಚಾರ ಠಾಣೆಯಲ್ಲಿ ಪ್ರಕರಣ ದಾಖಲಾಗಿದೆ. xyxy=(28,1479,266,1530)
rate-right-3: ಕೆಂಪುಗೋಟು-11,089-31,899 xyxy=(148,255,244,264)
road-kicker: ಪ್ರಾದೇಶಿಕ ಸಾರಿಗೆ ಅಧಿಕಾರಿ ವಿರೇಶ್ xyxy=(1044,401,1222,420)
brief-byline: ಶಿವಮೊಗ್ಗ: xyxy=(28,335,62,346)
lead-kicker: ರಾಜ್ಯ ಉಚ್ಚ ನ್ಯಾಯಾಲಯದ ನಿವೃತ್ತ ನ್ಯಾಯಾಧೀಶ ಬಿಲ್ಲಪ್ಪ xyxy=(411,402,827,428)
shg-headline: ಸ್ವಸಹಾಯ ಸಂಘಗಳ ಸದಸ್ಯರಿಗೆ ಮಾಹಿತಿ ಕಾರ್ಯಾಗಾರ xyxy=(769,1016,1183,1044)
bl-headline: ನಾಳೆ ಬಾಣಂತಿಯರು, ಮಕ್ಕಳ ಸಾವಿನ ವಿರುದ್ಧ ಪ್ರತಿಭಟನೆ xyxy=(130,1686,556,1714)
lead-quote-box: “ ಸಮಾಜದಲ್ಲಿ ಸಂಘಟಿತ ಇಲ್ಲದೆ ಏನನ್ನೂ ಸಾಧಿಸಲು ಸಾಧ್ಯವಿಲ್ಲ. ಸಂಘಟನೆಯಲ್ಲಿ ಬಲವಿದೆ. ಇತರೆ ಸಮುದಾಯಗಳ ಸಹಯೋಗದೊಂದಿಗೆ ಸಮಾಜ ಮುನ್ನಡೆಯಬೇಕು. ಯಾರೂ ಸಹ ವೈಯಕ್ತಿಕ ಲಾಭಕ್ಕಾಗಿ ಸಂಘಟನೆಯನ್ನು ಬಳಸಬಾರದು. ■ ಬಿಲ್ಲಪ್ಪ, ನಿವೃತ್ತ ನ್ಯಾಯಾಧೀಶ xyxy=(732,726,950,876)
kirusuddi-badge xyxy=(28,90,240,152)
